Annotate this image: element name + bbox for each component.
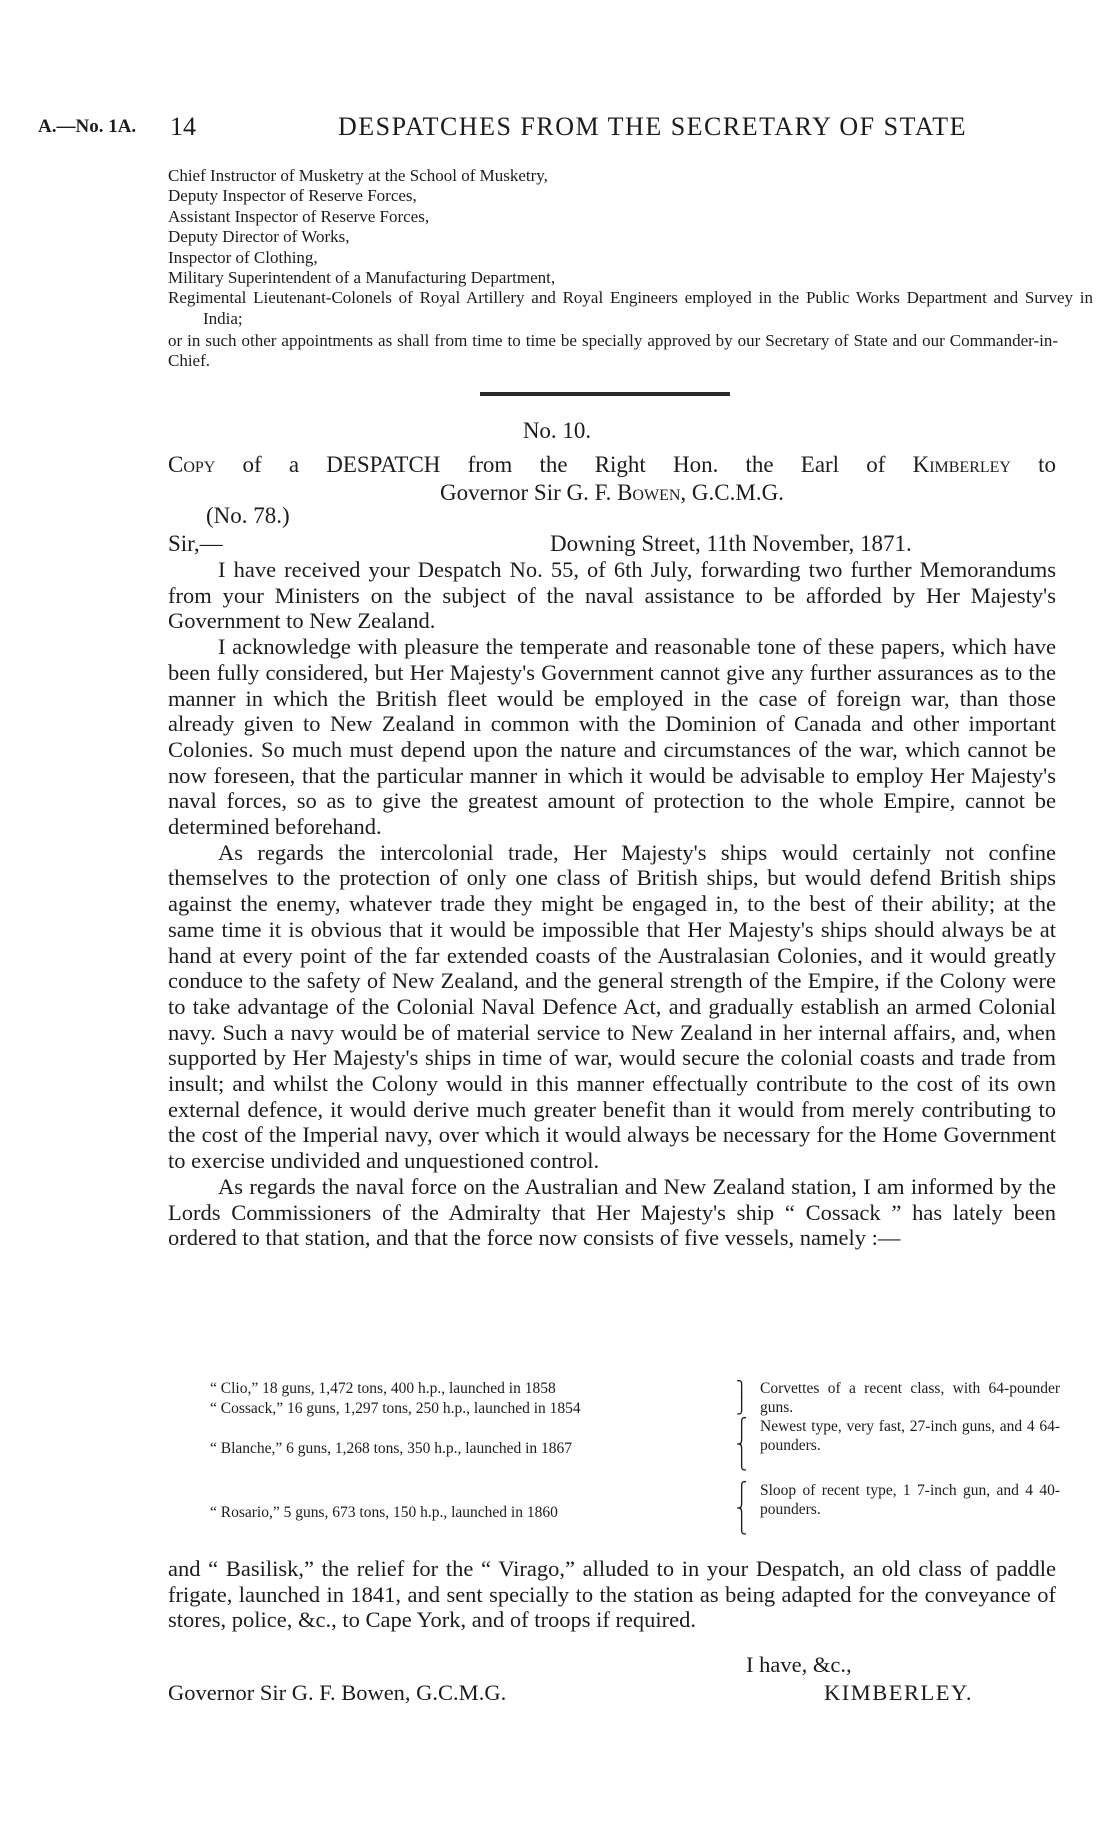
heading-sender: Kimberley [912,452,1011,477]
paragraph: I acknowledge with pleasure the temperate and reasonable tone of these papers, which have been fully considered, but Her Majesty's Government cannot give any further assurances as to the manner in which the British fleet would be employed in the case of foreign war, than those already given to New Zealand in common with the Dominion of Canada and other important Colonies. So much must depend upon the nature and circumstances of the war, which cannot be now foreseen, that the particular manner in which it would be advisable to employ Her Majesty's naval forces, so as to give the greatest amount of protection to the whole Empire, cannot be determined beforehand. [168,634,1056,840]
heading-honours: , G.C.M.G. [680,480,784,505]
vessel-entry: “ Clio,” 18 guns, 1,472 tons, 400 h.p., launched in 1858 [210,1380,556,1397]
appointments-closing: or in such other appointments as shall from time to time be specially approved by our Secretary of State and our Commander-in-Chief. [168,331,1058,371]
section-divider [480,392,730,396]
despatch-number: (No. 78.) [206,503,290,528]
list-item: Regimental Lieutenant-Colonels of Royal Artillery and Royal Engineers employed in the Public Works Department and Survey in India; [168,288,1093,328]
dateline: Downing Street, 11th November, 1871. [550,531,912,556]
list-item: Military Superintendent of a Manufacturing Department, [168,268,556,288]
vessel-remark: Newest type, very fast, 27-inch guns, and 4 64-pounders. [760,1418,1060,1454]
heading-line-1 [168,451,1056,479]
closing-paragraph: and “ Basilisk,” the relief for the “ Virago,” alluded to in your Despatch, an old class of paddle frigate, launched in 1841, and sent specially to the station as being adapted for the conveyance of stores, police, &c., to Cape York, and of troops if required. [168,1556,1056,1633]
document-number: No. 10. [522,418,592,443]
appointments-list [168,166,1093,329]
heading-text: of a DESPATCH from the Right Hon. the Earl of [242,452,886,477]
page-number: 14 [170,112,196,141]
heading-line-2 [168,479,1056,507]
running-title: DESPATCHES FROM THE SECRETARY OF STATE [338,112,968,141]
heading-governor: Governor Sir G. F. [440,480,612,505]
list-item: Chief Instructor of Musketry at the School of Musketry, [168,166,548,185]
paragraph: As regards the intercolonial trade, Her Majesty's ships would certainly not confine themselves to the protection of only one class of British ships, but would defend British ships against the enemy, whatever trade they might be engaged in, to the best of their ability; at the same time it is obvious that it would be impossible that Her Majesty's ships should always be at hand at every point of the far extended coasts of the Australasian Colonies, and it would greatly conduce to the safety of New Zealand, and the general strength of the Empire, if the Colony were to take advantage of the Colonial Naval Defence Act, and gradually establish an armed Colonial navy. Such a navy would be of material service to New Zealand in her internal affairs, and, when supported by Her Majesty's ships in time of war, would secure the colonial coasts and trade from insult; and whilst the Colony would in this manner effectually contribute to the cost of its own external defence, it would derive much greater benefit than it would from merely contributing to the cost of the Imperial navy, over which it would always be necessary for the Home Government to exercise undivided and unquestioned control. [168,839,1056,1174]
signature: KIMBERLEY. [824,1680,973,1705]
paragraph: I have received your Despatch No. 55, of 6th July, forwarding two further Memorandums from your Ministers on the subject of the naval assistance to be afforded by Her Majesty's Government to New Zealand. [168,557,1056,634]
vessel-remark: Corvettes of a recent class, with 64-pounder guns. [760,1380,1060,1416]
letter-body [168,557,1056,1251]
addressee: Governor Sir G. F. Bowen, G.C.M.G. [168,1680,507,1705]
vessel-entry: “ Blanche,” 6 guns, 1,268 tons, 350 h.p., launched in 1867 [210,1440,573,1457]
paragraph: As regards the naval force on the Australian and New Zealand station, I am informed by the Lords Commissioners of the Admiralty that Her Majesty's ship “ Cossack ” has lately been ordered to that station, and that the force now consists of five vessels, namely :— [168,1173,1056,1251]
list-item: Deputy Director of Works, [168,227,350,247]
brace-icon: ⎧ ⎨ ⎩ [736,1419,748,1471]
vessel-entry: “ Rosario,” 5 guns, 673 tons, 150 h.p., launched in 1860 [210,1504,558,1521]
brace-icon: ⎫ ⎭ [736,1382,748,1415]
complimentary-close: I have, &c., [746,1652,852,1677]
page-header [38,112,1078,142]
heading-recipient: Bowen [617,480,681,505]
heading-to: to [1038,452,1057,477]
paper-reference: A.—No. 1A. [38,116,137,137]
vessel-remark: Sloop of recent type, 1 7-inch gun, and 4 40-pounders. [760,1482,1060,1518]
list-item: Inspector of Clothing, [168,247,318,267]
list-item: Assistant Inspector of Reserve Forces, [168,206,430,226]
despatch-heading [168,451,1056,507]
vessel-entry: “ Cossack,” 16 guns, 1,297 tons, 250 h.p., launched in 1854 [210,1400,581,1417]
heading-copy: Copy [168,452,216,477]
list-item: Deputy Inspector of Reserve Forces, [168,186,417,206]
salutation: Sir,— [168,531,223,556]
brace-icon: ⎧ ⎨ ⎩ [736,1483,748,1535]
